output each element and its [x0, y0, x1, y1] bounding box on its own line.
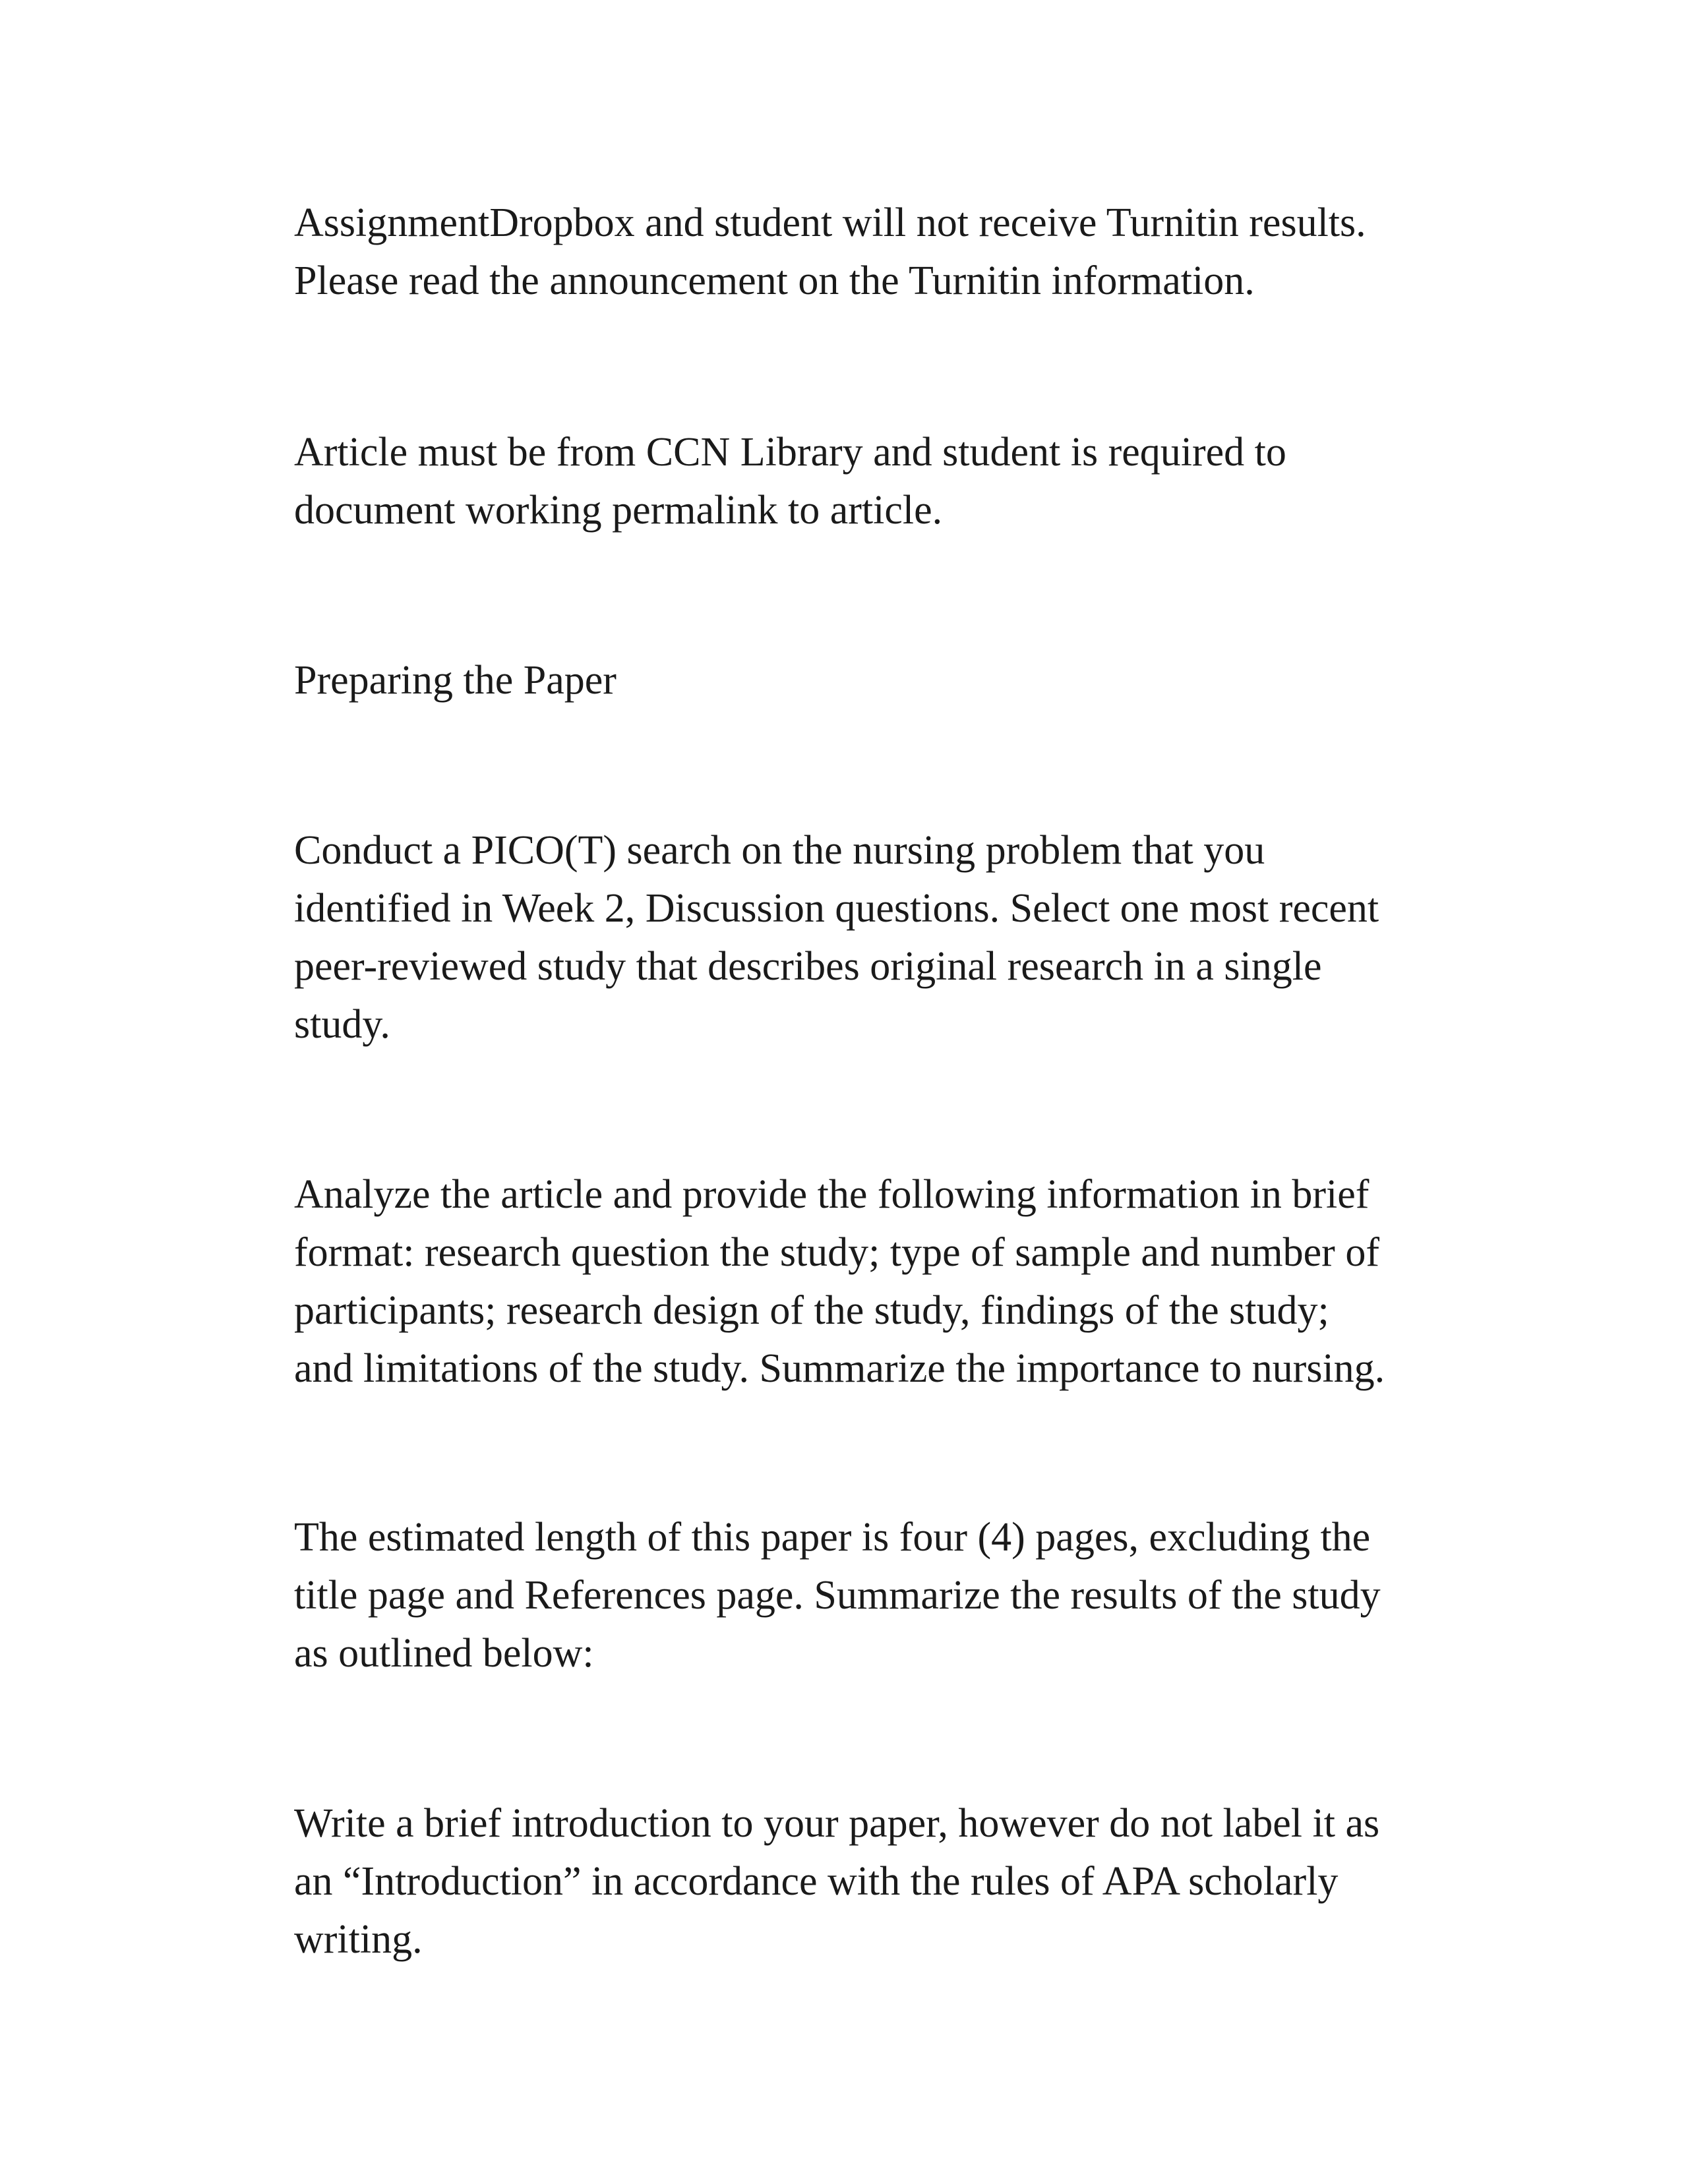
paragraph-introduction: Write a brief introduction to your paper, however do not label it as an “Introduction” in accordance with the rules of APA scholarly writing. — [294, 1801, 1380, 1962]
paragraph-pico-search: Conduct a PICO(T) search on the nursing problem that you identified in Week 2, Discussion questions. Select one most recent peer-reviewed study that describes original research in a single study. — [294, 828, 1379, 1047]
paragraph-article-source: Article must be from CCN Library and student is required to document working permalink to article. — [294, 430, 1286, 533]
paragraph-estimated-length: The estimated length of this paper is four (4) pages, excluding the title page and References page. Summarize the results of the study as outlined below: — [294, 1515, 1381, 1676]
section-heading-preparing-paper: Preparing the Paper — [294, 658, 617, 703]
paragraph-turnitin-notice: AssignmentDropbox and student will not receive Turnitin results. Please read the announcement on the Turnitin information. — [294, 200, 1366, 303]
paragraph-analyze-article: Analyze the article and provide the following information in brief format: research question the study; type of sample and number of participants; research design of the study, findings of the study; and limitations of the study. Summarize the importance to nursing. — [294, 1172, 1385, 1391]
